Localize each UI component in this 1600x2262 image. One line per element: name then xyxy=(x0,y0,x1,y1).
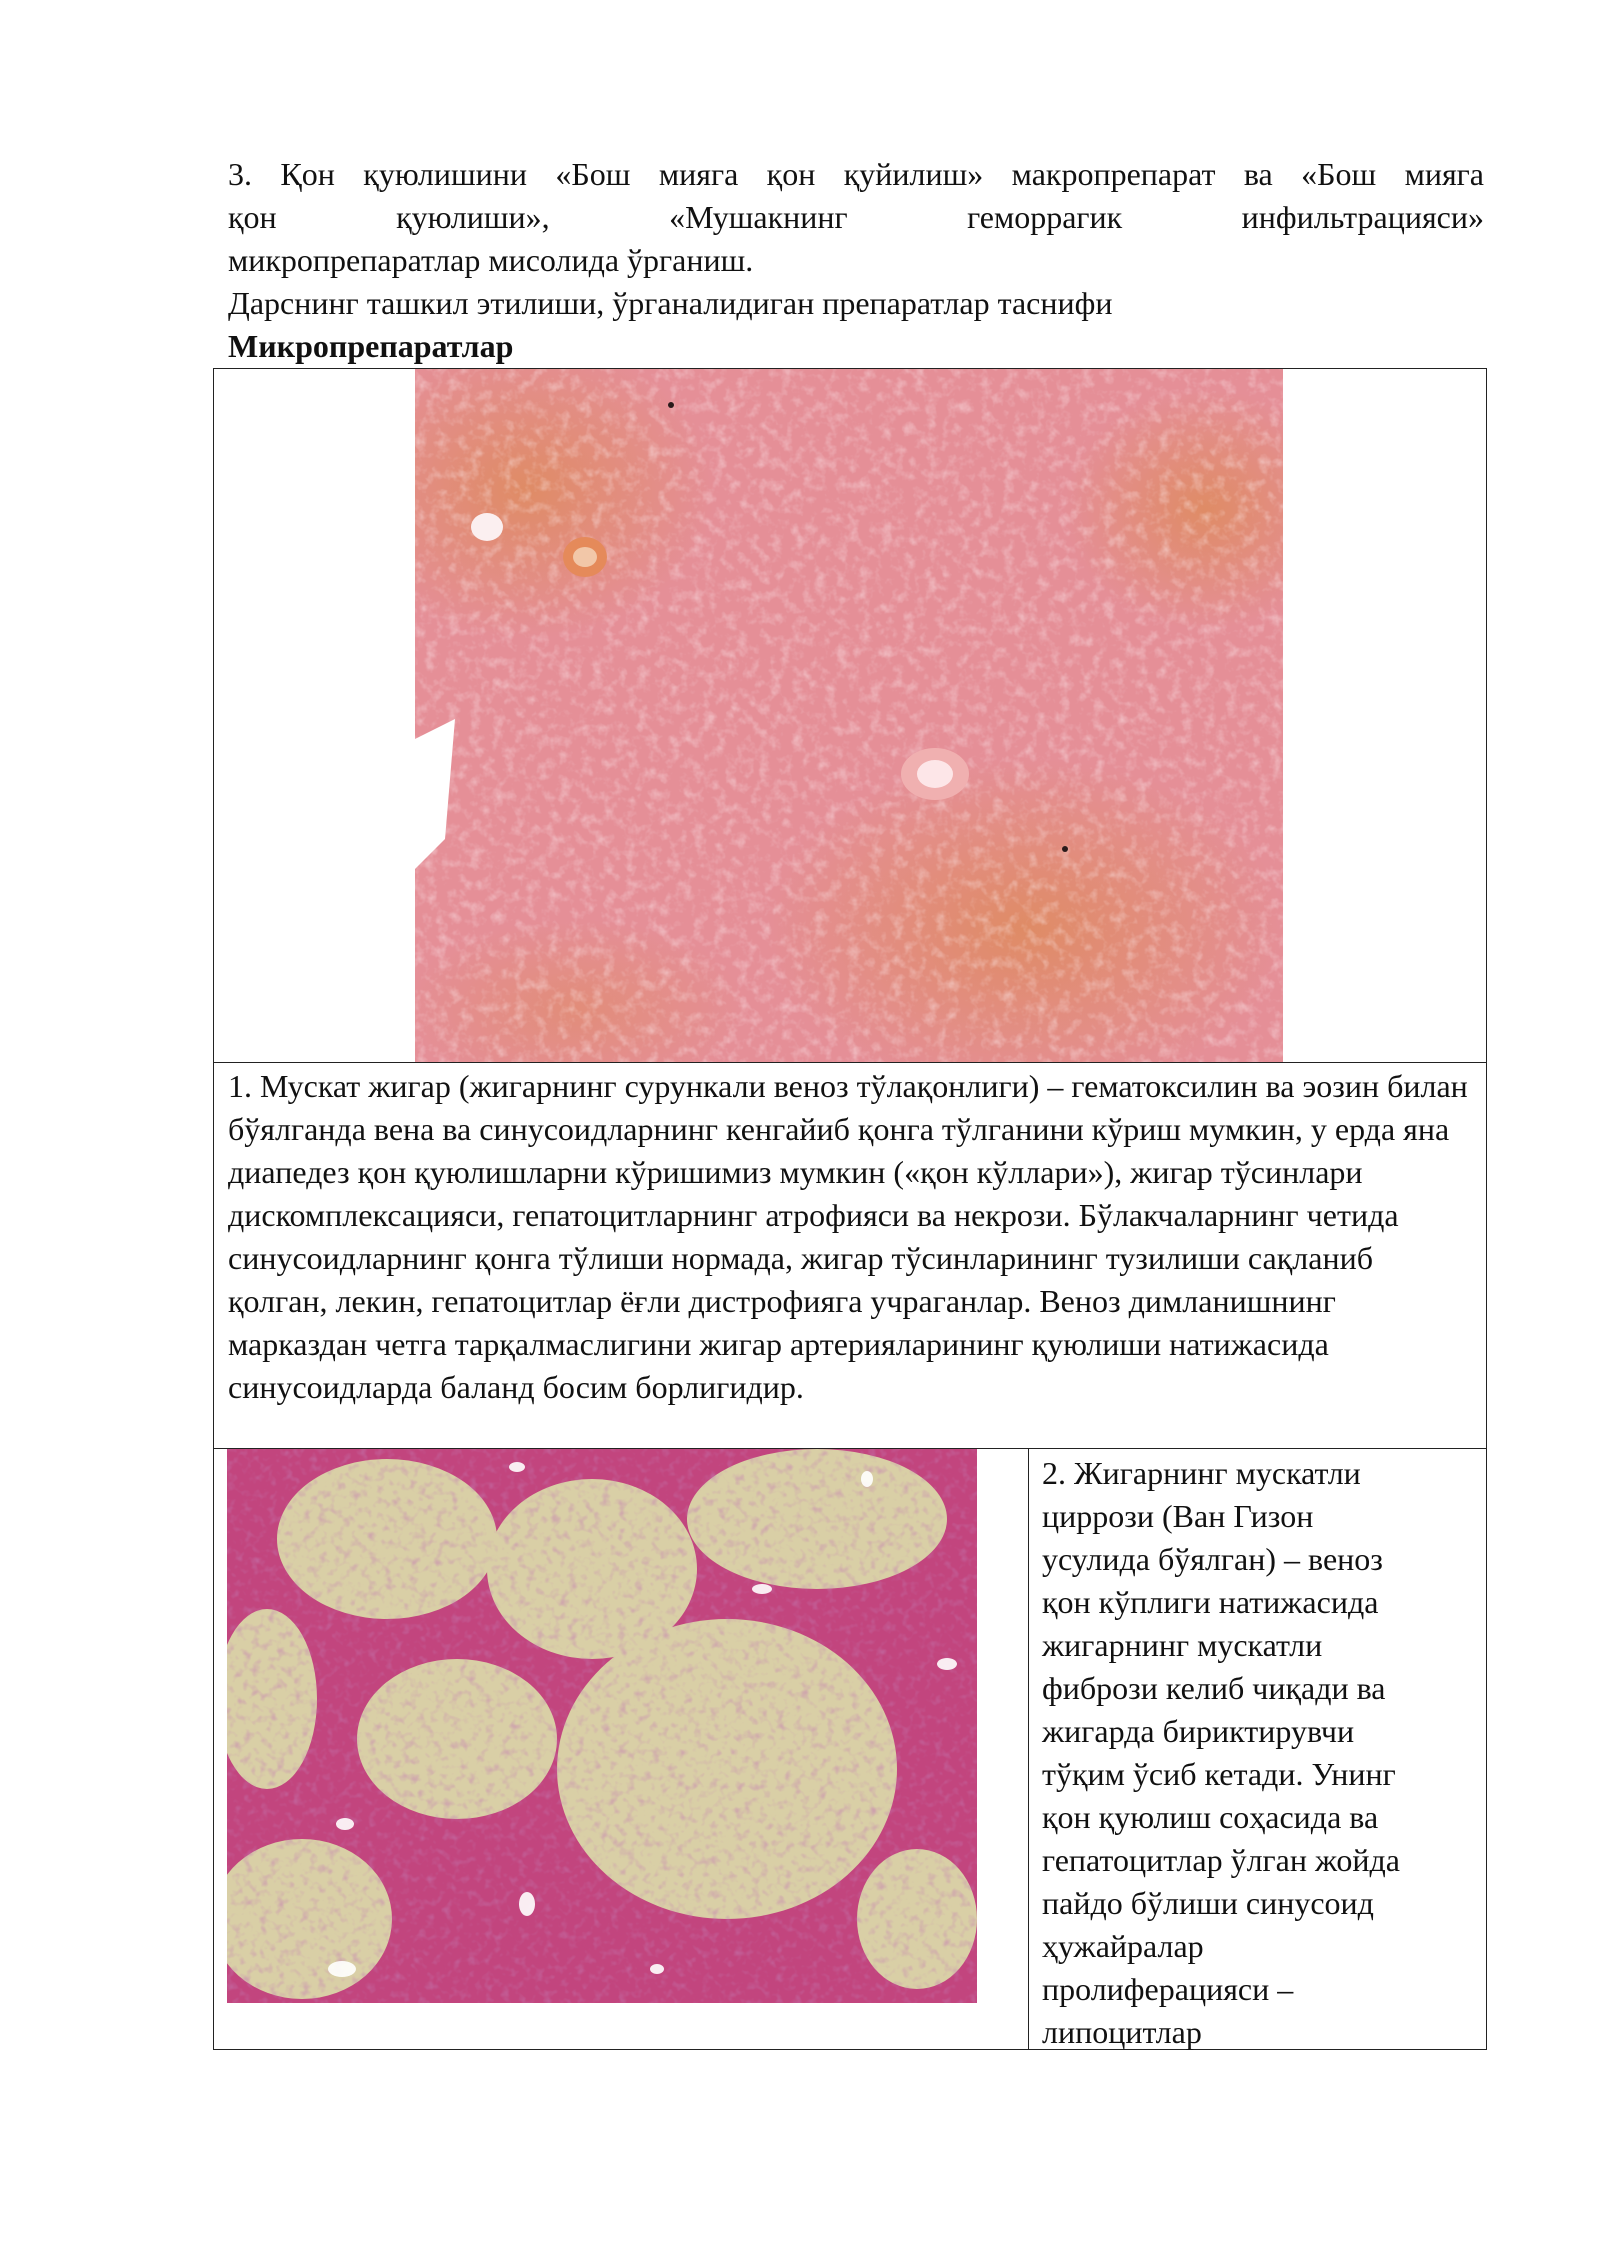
caption-line: жигарнинг мускатли xyxy=(1042,1627,1323,1663)
section-heading: Микропрепаратлар xyxy=(228,328,514,364)
micrograph-nutmeg-liver xyxy=(415,369,1283,1062)
caption-line: тўқим ўсиб кетади. Унинг xyxy=(1042,1756,1396,1792)
caption-nutmeg-liver: 1. Мускат жигар (жигарнинг сурункали веноз тўлақонлиги) – гематоксилин ва эозин билан бўялганда вена ва синусоидларнинг кенгайиб қонга тўлганини кўриш мумкин, у ерда яна диапедез қон қуюлишларни кўришимиз мумкин («қон кўллари»), жигар тўсинлари дискомплексацияси, гепатоцитларнинг атрофияси ва некрози. Бўлакчаларнинг четида синусоидларнинг қонга тўлиши нормада, жигар тўсинларининг тузилиши сақланиб қолган, лекин, гепатоцитлар ёғли дистрофияга учраганлар. Веноз димланишнинг марказдан четга тарқалмаслигини жигар артерияларининг қуюлиши натижасида синусоидларда баланд босим борлигидир. xyxy=(228,1068,1468,1405)
caption-line: циррози (Ван Гизон xyxy=(1042,1498,1314,1534)
caption-line: пайдо бўлиши синусоид xyxy=(1042,1885,1374,1921)
intro-line-2: қон қуюлиши», «Мушакнинг геморрагик инфильтрацияси» xyxy=(228,199,1484,235)
caption-line: гепатоцитлар ўлган жойда xyxy=(1042,1842,1400,1878)
caption-line: қон кўплиги натижасида xyxy=(1042,1584,1379,1620)
caption-line: усулида бўялган) – веноз xyxy=(1042,1541,1383,1577)
caption-cirrhosis xyxy=(1042,1452,1482,2054)
caption-line: ҳужайралар xyxy=(1042,1928,1204,1964)
table-cell-caption-1 xyxy=(213,1062,1487,1449)
table-cell-caption-2 xyxy=(1028,1448,1487,2050)
caption-line: жигарда бириктирувчи xyxy=(1042,1713,1355,1749)
micrograph-cirrhosis xyxy=(227,1449,977,2003)
table-cell-image-2 xyxy=(213,1448,1029,2050)
intro-line-1: 3. Қон қуюлишини «Бош мияга қон қуйилиш» макропрепарат ва «Бош мияга xyxy=(228,156,1484,192)
table-cell-image-1 xyxy=(213,368,1487,1063)
caption-line: қон қуюлиш соҳасида ва xyxy=(1042,1799,1379,1835)
caption-line: фибрози келиб чиқади ва xyxy=(1042,1670,1386,1706)
caption-line: липоцитлар xyxy=(1042,2014,1202,2050)
intro-line-3: микропрепаратлар мисолида ўрганиш. xyxy=(228,242,754,278)
caption-line: пролиферацияси – xyxy=(1042,1971,1294,2007)
intro-line-4: Дарснинг ташкил этилиши, ўрганалидиган препаратлар таснифи xyxy=(228,285,1113,321)
caption-line: 2. Жигарнинг мускатли xyxy=(1042,1455,1361,1491)
